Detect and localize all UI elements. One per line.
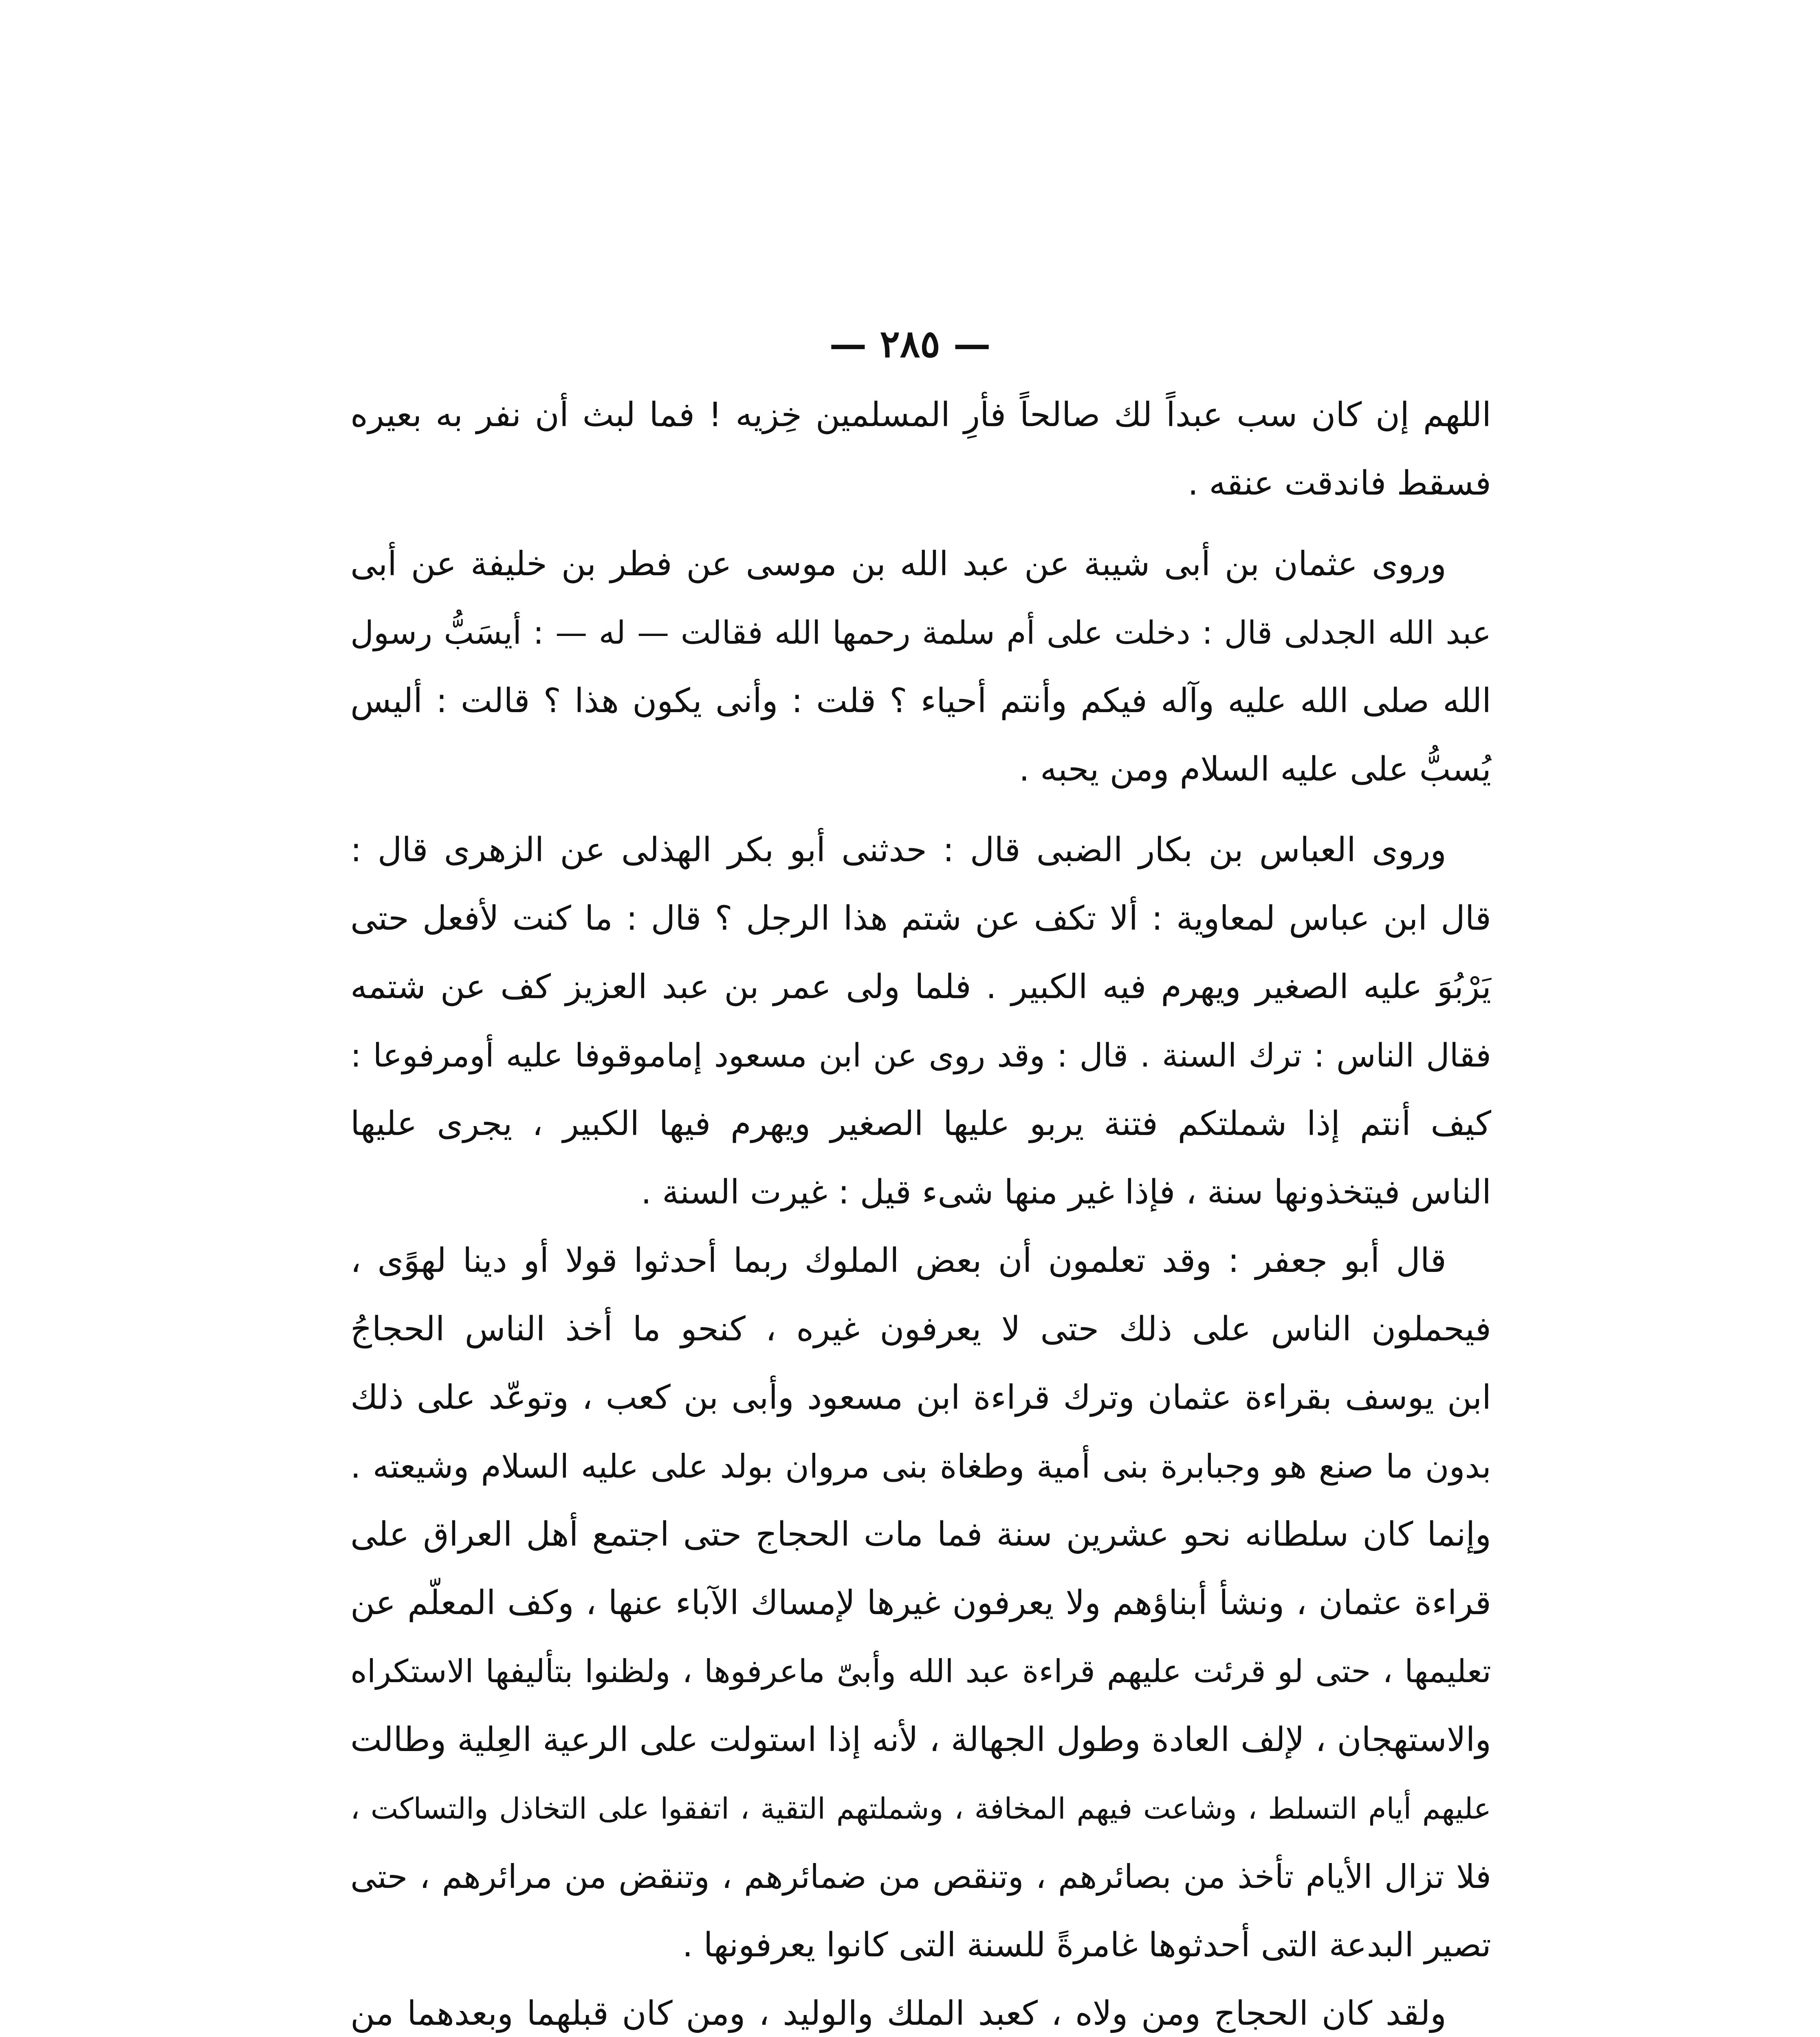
body-text (350, 381, 1491, 2037)
text-line: ابن يوسف بقراءة عثمان وترك قراءة ابن مسعود وأبى بن كعب ، وتوعّد على ذلك (350, 1378, 1491, 1417)
text-line: فلا تزال الأيام تأخذ من بصائرهم ، وتنقص من ضمائرهم ، وتنقض من مرائرهم ، حتى (350, 1858, 1491, 1896)
text-line: ولقد كان الحجاج ومن ولاه ، كعبد الملك والوليد ، ومن كان قبلهما وبعدهما من (350, 1994, 1446, 2033)
text-line: فقال الناس : ترك السنة . قال : وقد روى عن ابن مسعود إماموقوفا عليه أومرفوعا : (350, 1036, 1491, 1074)
text-line: وروى عثمان بن أبى شيبة عن عبد الله بن موسى عن فطر بن خليفة عن أبى (350, 545, 1446, 583)
text-line: وإنما كان سلطانه نحو عشرين سنة فما مات الحجاج حتى اجتمع أهل العراق على (350, 1515, 1491, 1554)
text-line: قراءة عثمان ، ونشأ أبناؤهم ولا يعرفون غيرها لإمساك الآباء عنها ، وكف المعلّم عن (350, 1584, 1491, 1622)
text-line: عبد الله الجدلى قال : دخلت على أم سلمة رحمها الله فقالت — له — : أيسَبُّ رسول (350, 614, 1491, 651)
text-line: فيحملون الناس على ذلك حتى لا يعرفون غيره ، كنحو ما أخذ الناس الحجاجُ (350, 1310, 1491, 1348)
text-line: قال أبو جعفر : وقد تعلمون أن بعض الملوك ربما أحدثوا قولا أو دينا لهوًى ، (350, 1241, 1446, 1280)
paragraph-2 (350, 530, 1491, 804)
text-line: الناس فيتخذونها سنة ، فإذا غير منها شىء قيل : غيرت السنة . (641, 1173, 1491, 1212)
text-line: عليهم أيام التسلط ، وشاعت فيهم المخافة ، وشملتهم التقية ، اتفقوا على التخاذل والتساكت ، (350, 1791, 1491, 1826)
paragraph-5 (350, 1980, 1491, 2037)
paragraph-3 (350, 816, 1491, 1227)
paragraph-4 (350, 1227, 1491, 1980)
text-line: يَرْبُوَ عليه الصغير ويهرم فيه الكبير . فلما ولى عمر بن عبد العزيز كف عن شتمه (350, 968, 1491, 1006)
text-line: كيف أنتم إذا شملتكم فتنة يربو عليها الصغير ويهرم فيها الكبير ، يجرى عليها (350, 1104, 1491, 1143)
paragraph-1 (350, 381, 1491, 518)
text-line: يُسبُّ على عليه السلام ومن يحبه . (1019, 750, 1491, 789)
text-line: بدون ما صنع هو وجبابرة بنى أمية وطغاة بنى مروان بولد على عليه السلام وشيعته . (350, 1447, 1491, 1485)
text-line: اللهم إن كان سب عبداً لك صالحاً فأرِ المسلمين خِزيه ! فما لبث أن نفر به بعيره (350, 396, 1491, 434)
text-line: والاستهجان ، لإلف العادة وطول الجهالة ، لأنه إذا استولت على الرعية العِلية وطالت (350, 1720, 1491, 1759)
text-line: فسقط فاندقت عنقه . (1188, 464, 1491, 503)
text-line: الله صلى الله عليه وآله فيكم وأنتم أحياء ؟ قلت : وأنى يكون هذا ؟ قالت : أليس (350, 682, 1491, 720)
text-line: قال ابن عباس لمعاوية : ألا تكف عن شتم هذا الرجل ؟ قال : ما كنت لأفعل حتى (350, 899, 1491, 938)
text-line: تعليمها ، حتى لو قرئت عليهم قراءة عبد الله وأبىّ ماعرفوها ، ولظنوا بتأليفها الاستكراه (350, 1653, 1491, 1690)
page-number: — ٢٨٥ — (829, 322, 991, 366)
text-line: وروى العباس بن بكار الضبى قال : حدثنى أبو بكر الهذلى عن الزهرى قال : (350, 831, 1446, 869)
text-line: تصير البدعة التى أحدثوها غامرةً للسنة التى كانوا يعرفونها . (682, 1926, 1491, 1964)
